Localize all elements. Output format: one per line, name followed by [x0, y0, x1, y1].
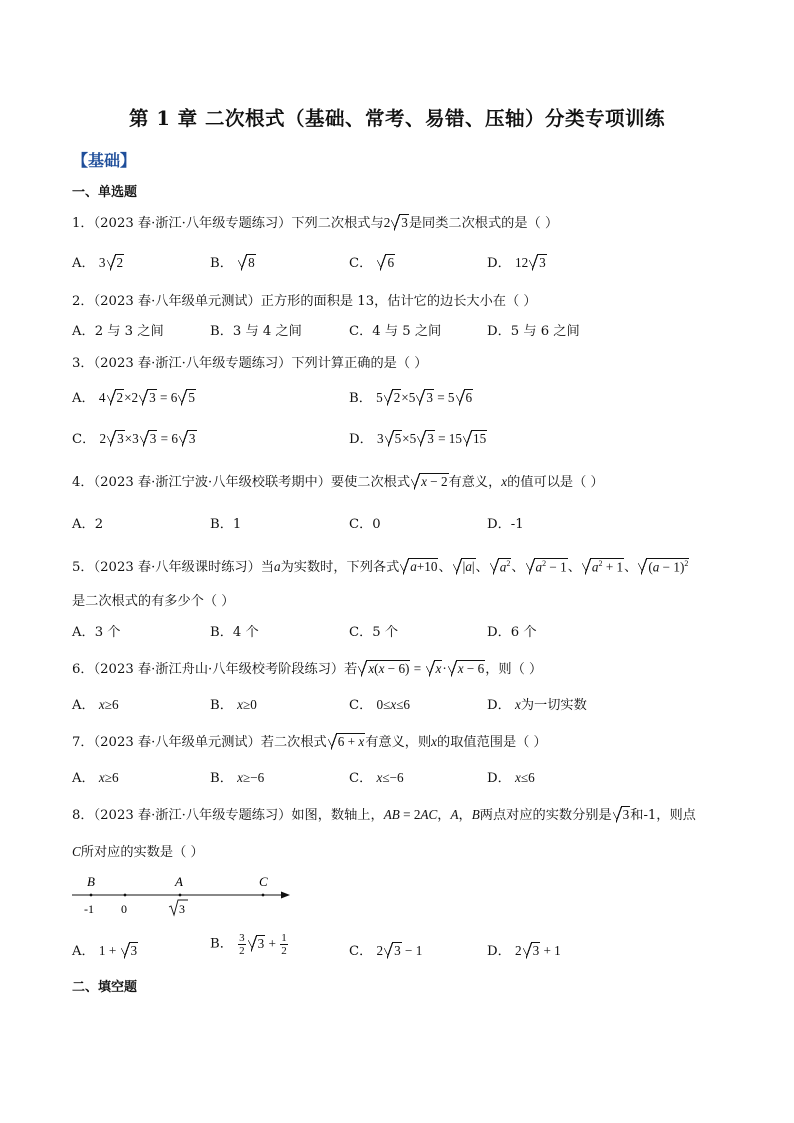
question-4-option-c[interactable]: C．0: [349, 517, 381, 532]
question-2-option-c[interactable]: C．4 与 5 之间: [349, 324, 442, 339]
origin-dot: [124, 894, 127, 897]
question-1-option-a[interactable]: A． 3 2: [72, 255, 124, 271]
label-a: A: [175, 874, 183, 889]
question-5-stem-line2: 是二次根式的有多少个（ ）: [72, 594, 235, 609]
question-8-stem: 8．（2023 春·浙江·八年级专题练习）如图，数轴上，AB = 2AC，A，B两点对应的实数分别是 3和-1，则点: [72, 807, 696, 823]
question-1-option-d[interactable]: D． 12 3: [487, 255, 546, 271]
tick-label-sqrt3: [169, 900, 188, 916]
question-6-option-a[interactable]: A． x≥6: [72, 697, 119, 713]
number-line-arrow: [281, 892, 290, 899]
question-3-option-d[interactable]: D． 3 5×5 3 = 15 15: [349, 431, 487, 447]
question-4-stem: 4．（2023 春·浙江宁波·八年级校联考期中）要使二次根式 x − 2有意义，x的值可以是（ ）: [72, 474, 604, 490]
number-line-figure: [70, 870, 300, 920]
question-5-option-b[interactable]: B．4 个: [210, 625, 259, 640]
question-4-option-b[interactable]: B．1: [210, 517, 242, 532]
question-5-option-c[interactable]: C．5 个: [349, 625, 399, 640]
question-3-option-a[interactable]: A． 4 2×2 3 = 6 5: [72, 390, 195, 406]
question-6-option-d[interactable]: D． x为一切实数: [487, 697, 587, 713]
point-a-dot: [179, 894, 182, 897]
question-8-stem-line2: C所对应的实数是（ ）: [72, 844, 204, 860]
question-8-option-c[interactable]: C． 2 3 − 1: [349, 943, 423, 959]
question-2-option-b[interactable]: B．3 与 4 之间: [210, 324, 302, 339]
question-2-option-a[interactable]: A．2 与 3 之间: [72, 324, 164, 339]
svg-text:3: 3: [179, 902, 185, 916]
page-title: 第 1 章 二次根式（基础、常考、易错、压轴）分类专项训练: [129, 107, 665, 130]
section-tag-basic: 【基础】: [72, 151, 137, 170]
question-5-option-a[interactable]: A．3 个: [72, 625, 121, 640]
question-1-stem: 1．（2023 春·浙江·八年级专题练习）下列二次根式与2 3是同类二次根式的是（ ）: [72, 215, 559, 231]
question-5-option-d[interactable]: D．6 个: [487, 625, 537, 640]
question-3-option-b[interactable]: B． 5 2×5 3 = 5 6: [349, 390, 473, 406]
question-5-stem: 5．（2023 春·八年级课时练习）当a为实数时，下列各式 a+10、 |a|、 $a^2$、 $a^2 - 1$、 $a^2 + 1$、 $(a - 1)^2$: [72, 558, 689, 575]
section-heading-fill-in: 二、填空题: [72, 980, 138, 995]
question-8-option-b[interactable]: B． $\frac{3}{2}$ 3 + $\frac{1}{2}$: [210, 932, 287, 958]
question-6-option-b[interactable]: B． x≥0: [210, 697, 257, 713]
tick-label-zero: 0: [121, 902, 127, 916]
tick-label-minus-one: -1: [84, 902, 94, 916]
question-7-option-a[interactable]: A． x≥6: [72, 770, 119, 786]
question-6-option-c[interactable]: C． 0≤x≤6: [349, 697, 411, 713]
point-b-dot: [90, 894, 93, 897]
question-3-stem: 3．（2023 春·浙江·八年级专题练习）下列计算正确的是（ ）: [72, 356, 428, 371]
label-b: B: [87, 874, 95, 889]
question-1-option-c[interactable]: C． 6: [349, 255, 395, 271]
question-7-option-d[interactable]: D． x≤6: [487, 770, 535, 786]
label-c: C: [259, 874, 268, 889]
question-1-option-b[interactable]: B． 8: [210, 255, 255, 271]
question-7-stem: 7．（2023 春·八年级单元测试）若二次根式 6 + x有意义，则x的取值范围是（ ）: [72, 734, 547, 750]
question-4-option-a[interactable]: A．2: [72, 517, 104, 532]
point-c-dot: [262, 894, 265, 897]
question-2-option-d[interactable]: D．5 与 6 之间: [487, 324, 580, 339]
question-8-option-a[interactable]: A． 1 + 3: [72, 943, 138, 959]
question-4-option-d[interactable]: D．-1: [487, 517, 524, 532]
question-6-stem: 6．（2023 春·浙江舟山·八年级校考阶段练习）若 x(x − 6) = x· x − 6，则（ ）: [72, 661, 543, 677]
question-8-option-d[interactable]: D． 2 3 + 1: [487, 943, 561, 959]
question-3-option-c[interactable]: C． 2 3×3 3 = 6 3: [72, 431, 196, 447]
question-7-option-b[interactable]: B． x≥−6: [210, 770, 265, 786]
question-7-option-c[interactable]: C． x≤−6: [349, 770, 404, 786]
section-heading-single-choice: 一、单选题: [72, 185, 138, 200]
question-2-stem: 2．（2023 春·八年级单元测试）正方形的面积是 13，估计它的边长大小在（ ）: [72, 294, 537, 309]
